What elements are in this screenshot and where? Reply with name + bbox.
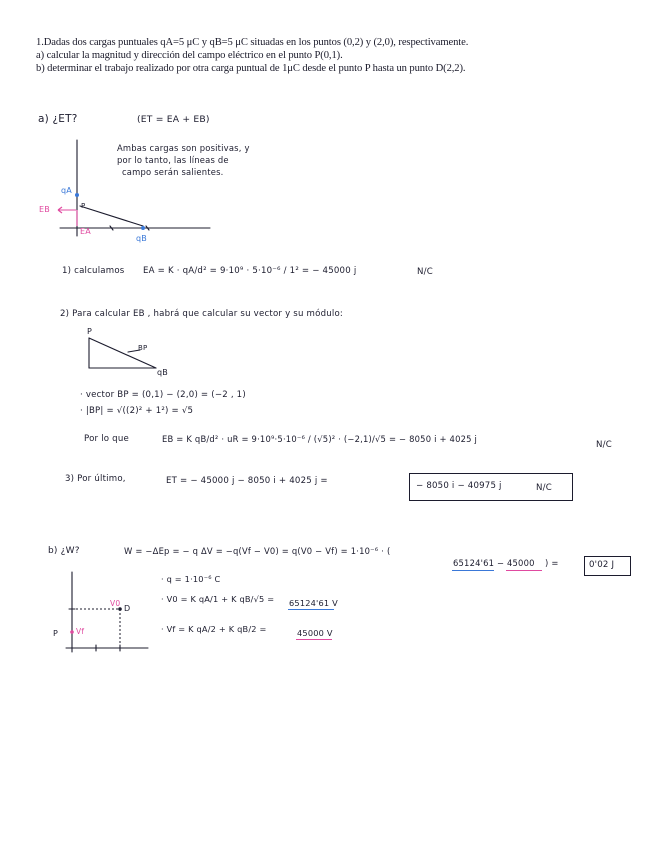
eb-expression: EB = K qB/d² · uR = 9·10⁹·5·10⁻⁶ / (√5)² · (−2,1)/√5 = − 8050 i + 4025 j bbox=[162, 434, 478, 444]
graph-label-d: D bbox=[124, 604, 131, 613]
modulo-line: · |BP| = √((2)² + 1²) = √5 bbox=[80, 406, 194, 416]
vf-line: · Vf = K qA/2 + K qB/2 = bbox=[161, 624, 267, 634]
problem-line-2: a) calcular la magnitud y dirección del campo eléctrico en el punto P(0,1). bbox=[36, 50, 343, 61]
part-b-heading: b) ¿W? bbox=[48, 546, 80, 556]
step1-expression: EA = K · qA/d² = 9·10⁹ · 5·10⁻⁶ / 1² = − 45000 j bbox=[143, 266, 357, 276]
triangle-label-p: P bbox=[87, 327, 93, 336]
label-qa: qA bbox=[61, 186, 72, 195]
vector-line: · vector BP = (0,1) − (2,0) = (−2 , 1) bbox=[80, 390, 246, 400]
note-line-1: Ambas cargas son positivas, y bbox=[117, 143, 250, 153]
step3-expression: ET = − 45000 j − 8050 i + 4025 j = bbox=[166, 476, 328, 486]
minus-sign: − bbox=[497, 558, 505, 568]
eb-unit: N/C bbox=[596, 440, 612, 450]
label-qb: qB bbox=[136, 234, 147, 243]
part-a-heading: a) ¿ET? bbox=[38, 113, 78, 125]
problem-line-1: 1.Dadas dos cargas puntuales qA=5 μC y qB=5 μC situadas en los puntos (0,2) y (2,0), respectivamente. bbox=[36, 37, 469, 48]
step2-text: 2) Para calcular EB , habrá que calcular su vector y su módulo: bbox=[60, 309, 344, 319]
work-expression: W = −ΔEp = − q ΔV = −q(Vf − V0) = q(V0 − Vf) = 1·10⁻⁶ · ( bbox=[124, 546, 391, 556]
part-a-result: − 8050 i − 40975 j bbox=[416, 481, 502, 491]
graph-label-vf: Vf bbox=[76, 627, 85, 636]
v0-value: 65124'61 bbox=[453, 558, 495, 568]
label-p: P bbox=[81, 202, 86, 210]
problem-line-3: b) determinar el trabajo realizado por otra carga puntual de 1μC desde el punto P hasta un punto D(2,2). bbox=[36, 63, 466, 74]
por-lo-que: Por lo que bbox=[84, 434, 129, 444]
triangle-label-bp: BP bbox=[138, 344, 148, 352]
q-line: · q = 1·10⁻⁶ C bbox=[161, 574, 221, 584]
close-paren: ) = bbox=[545, 558, 559, 568]
label-ea: EA bbox=[80, 227, 91, 236]
step1-label: 1) calculamos bbox=[62, 266, 125, 276]
part-b-result: 0'02 J bbox=[589, 560, 615, 570]
label-eb: EB bbox=[39, 205, 50, 214]
vf-value: 45000 bbox=[507, 558, 535, 568]
note-line-2: por lo tanto, las líneas de bbox=[117, 155, 229, 165]
part-a-formula: (ET = EA + EB) bbox=[137, 114, 210, 125]
part-a-result-unit: N/C bbox=[536, 483, 552, 493]
v0-line: · V0 = K qA/1 + K qB/√5 = bbox=[161, 594, 275, 604]
v0-result: 65124'61 V bbox=[289, 598, 338, 608]
graph-label-v0: V0 bbox=[110, 599, 121, 608]
note-line-3: campo serán salientes. bbox=[122, 167, 224, 177]
step1-unit: N/C bbox=[417, 267, 433, 277]
step3-label: 3) Por último, bbox=[65, 474, 126, 484]
triangle-label-qb: qB bbox=[157, 368, 168, 377]
graph-label-p: P bbox=[53, 629, 59, 638]
vf-result: 45000 V bbox=[297, 628, 333, 638]
